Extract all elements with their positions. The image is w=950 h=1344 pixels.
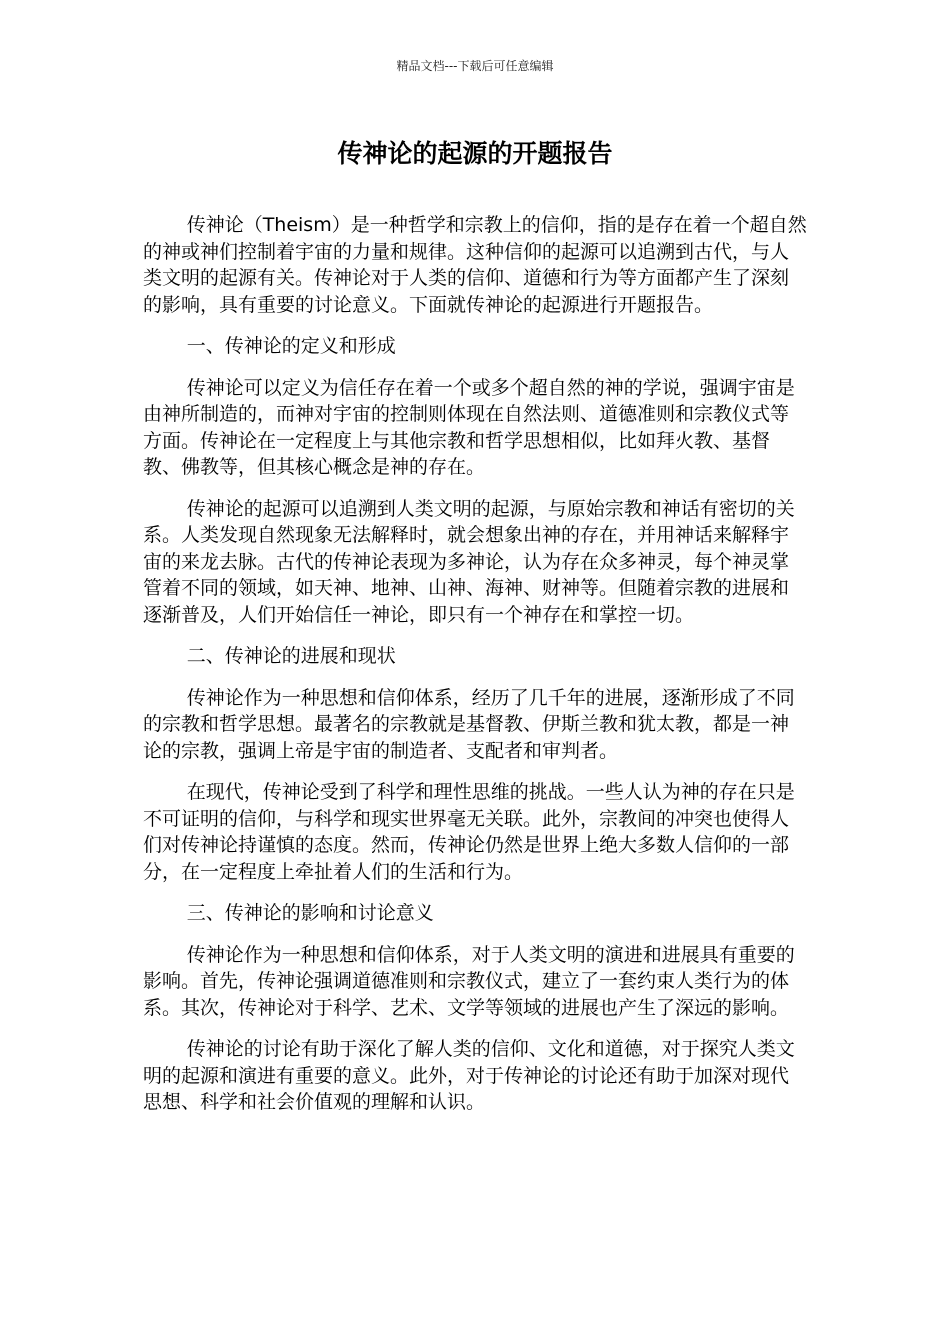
- document-title: 传神论的起源的开题报告: [337, 139, 613, 168]
- document-body: [143, 212, 807, 1131]
- intro-paragraph: 传神论（Theism）是一种哲学和宗教上的信仰，指的是存在着一个超自然的神或神们控制着宇宙的力量和规律。这种信仰的起源可以追溯到古代，与人类文明的起源有关。传神论对于人类的信仰、道德和行为等方面都产生了深刻的影响，具有重要的讨论意义。下面就传神论的起源进行开题报告。: [143, 214, 807, 316]
- section-3-heading: 三、传神论的影响和讨论意义: [186, 902, 434, 924]
- section-1-paragraph-1: 传神论可以定义为信任存在着一个或多个超自然的神的学说，强调宇宙是由神所制造的，而神对宇宙的控制则体现在自然法则、道德准则和宗教仪式等方面。传神论在一定程度上与其他宗教和哲学思想相似，比如拜火教、基督教、佛教等，但其核心概念是神的存在。: [143, 376, 795, 478]
- section-3-paragraph-2: 传神论的讨论有助于深化了解人类的信仰、文化和道德，对于探究人类文明的起源和演进有重要的意义。此外，对于传神论的讨论还有助于加深对现代思想、科学和社会价值观的理解和认识。: [143, 1038, 795, 1113]
- section-2-paragraph-2: 在现代，传神论受到了科学和理性思维的挑战。一些人认为神的存在只是不可证明的信仰，与科学和现实世界毫无关联。此外，宗教间的冲突也使得人们对传神论持谨慎的态度。然而，传神论仍然是世界上绝大多数人信仰的一部分，在一定程度上牵扯着人们的生活和行为。: [143, 781, 795, 883]
- section-3-paragraph-1: 传神论作为一种思想和信仰体系，对于人类文明的演进和进展具有重要的影响。首先，传神论强调道德准则和宗教仪式，建立了一套约束人类行为的体系。其次，传神论对于科学、艺术、文学等领域的进展也产生了深远的影响。: [143, 943, 795, 1019]
- section-1-paragraph-2: 传神论的起源可以追溯到人类文明的起源，与原始宗教和神话有密切的关系。人类发现自然现象无法解释时，就会想象出神的存在，并用神话来解释宇宙的来龙去脉。古代的传神论表现为多神论，认为存在众多神灵，每个神灵掌管着不同的领域，如天神、地神、山神、海神、财神等。但随着宗教的进展和逐渐普及，人们开始信任一神论，即只有一个神存在和掌控一切。: [143, 497, 795, 626]
- page-header: 精品文档---下载后可任意编辑: [396, 59, 554, 73]
- section-1-heading: 一、传神论的定义和形成: [186, 335, 396, 357]
- section-2-paragraph-1: 传神论作为一种思想和信仰体系，经历了几千年的进展，逐渐形成了不同的宗教和哲学思想。最著名的宗教就是基督教、伊斯兰教和犹太教，都是一神论的宗教，强调上帝是宇宙的制造者、支配者和审判者。: [143, 686, 795, 762]
- section-2-heading: 二、传神论的进展和现状: [186, 645, 396, 667]
